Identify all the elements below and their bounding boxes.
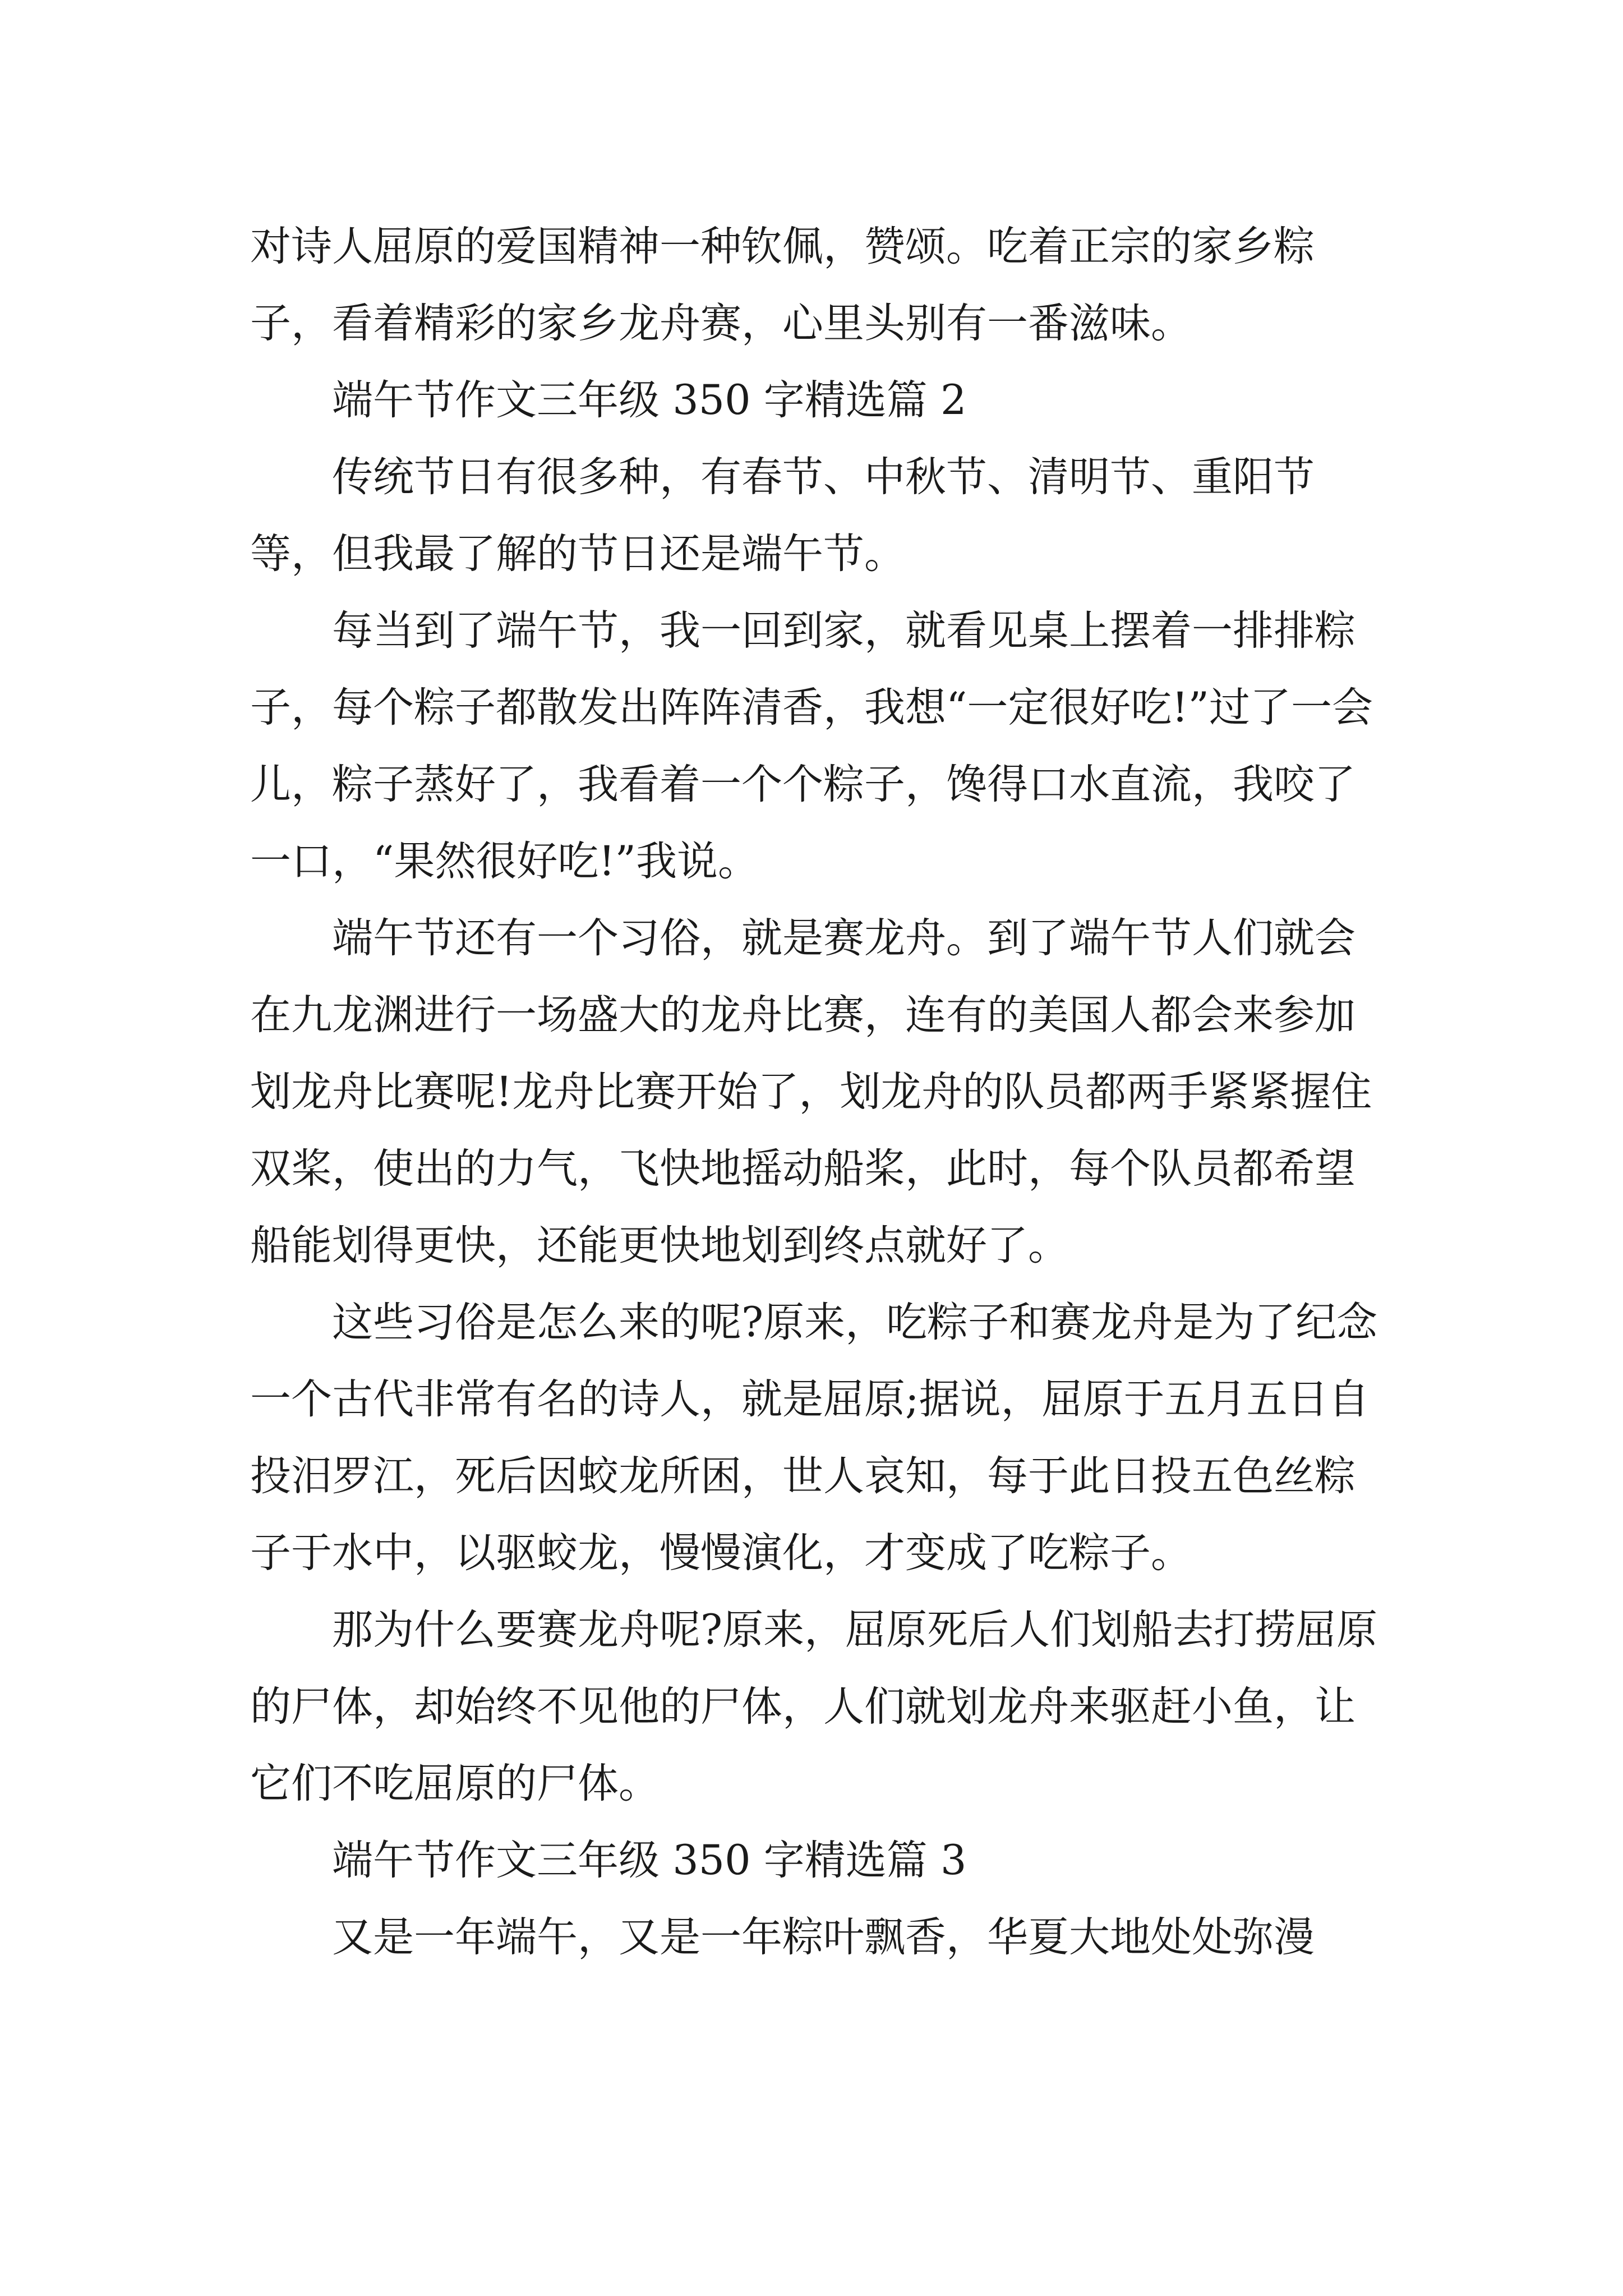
section-heading-2: 端午节作文三年级 350 字精选篇 2 (332, 376, 967, 424)
paragraph-continuation: 对诗人屈原的爱国精神一种钦佩，赞颂。吃着正宗的家乡粽子，看着精彩的家乡龙舟赛，心里头别有一番滋味。 (250, 223, 1315, 347)
paragraph: 每当到了端午节，我一回到家，就看见桌上摆着一排排粽子，每个粽子都散发出阵阵清香，我想“一定很好吃!”过了一会儿，粽子蒸好了，我看着一个个粽子，馋得口水直流，我咬了一口，“果然很好吃!”我说。 (250, 607, 1373, 885)
paragraph: 端午节还有一个习俗，就是赛龙舟。到了端午节人们就会在九龙渊进行一场盛大的龙舟比赛，连有的美国人都会来参加划龙舟比赛呢!龙舟比赛开始了，划龙舟的队员都两手紧紧握住双桨，使出的力气，飞快地摇动船桨，此时，每个队员都希望船能划得更快，还能更快地划到终点就好了。 (250, 914, 1372, 1269)
paragraph: 又是一年端午，又是一年粽叶飘香，华夏大地处处弥漫 (332, 1913, 1315, 1961)
document-body (250, 208, 1394, 1976)
paragraph: 传统节日有很多种，有春节、中秋节、清明节、重阳节等，但我最了解的节日还是端午节。 (250, 453, 1315, 578)
paragraph: 那为什么要赛龙舟呢?原来，屈原死后人们划船去打捞屈原的尸体，却始终不见他的尸体，人们就划龙舟来驱赶小鱼，让它们不吃屈原的尸体。 (250, 1606, 1378, 1807)
section-heading-3: 端午节作文三年级 350 字精选篇 3 (332, 1837, 967, 1884)
paragraph: 这些习俗是怎么来的呢?原来，吃粽子和赛龙舟是为了纪念一个古代非常有名的诗人，就是屈原;据说，屈原于五月五日自投汨罗江，死后因蛟龙所困，世人哀知，每于此日投五色丝粽子于水中，以驱蛟龙，慢慢演化，才变成了吃粽子。 (250, 1299, 1378, 1577)
